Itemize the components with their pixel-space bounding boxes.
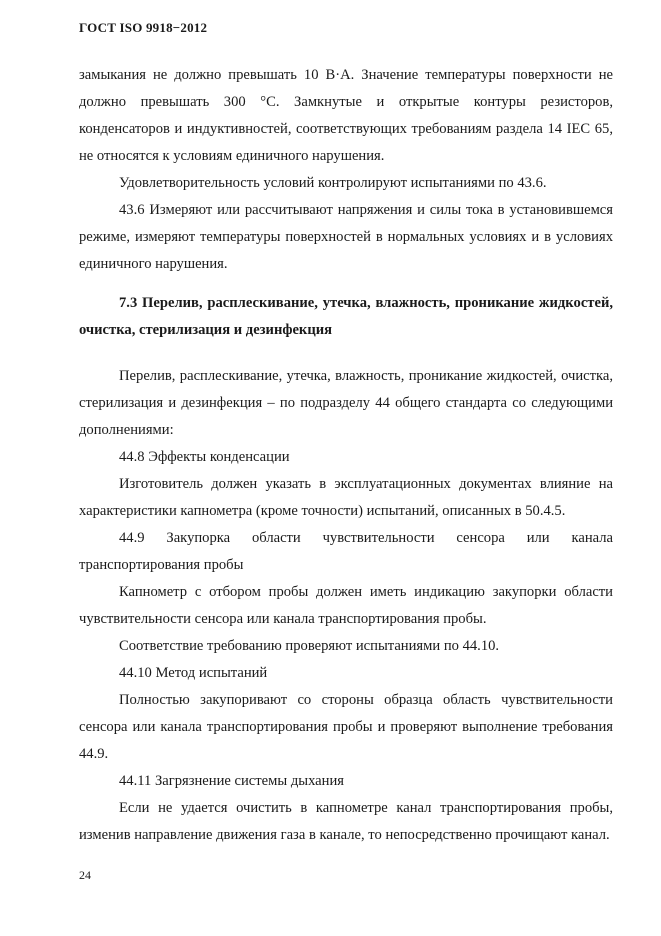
- paragraph-44-9-text: Капнометр с отбором пробы должен иметь индикацию закупорки области чувствительности сенсора или канала транспортирования пробы.: [79, 584, 613, 627]
- paragraph-conditions-check: Удовлетворительность условий контролируют испытаниями по 43.6.: [119, 175, 547, 191]
- paragraph-44-8-text: Изготовитель должен указать в эксплуатационных документах влияние на характеристики капнометра (кроме точности) испытаний, описанных в 50.4.5.: [79, 476, 613, 519]
- section-heading: 7.3 Перелив, расплескивание, утечка, влажность, проникание жидкостей, очистка, стерилизация и дезинфекция: [79, 295, 613, 338]
- paragraph-44-10-text: Полностью закупоривают со стороны образца область чувствительности сенсора или канала транспортирования пробы и проверяют выполнение требования 44.9.: [79, 692, 613, 762]
- clause-44-11: 44.11 Загрязнение системы дыхания: [119, 773, 344, 789]
- page-number: 24: [79, 868, 91, 882]
- document-header: ГОСТ ISO 9918−2012: [79, 20, 208, 35]
- clause-44-9: 44.9 Закупорка области чувствительности сенсора или канала транспортирования пробы: [79, 530, 613, 573]
- text-block-lower: [79, 363, 613, 849]
- paragraph-43-6: 43.6 Измеряют или рассчитывают напряжения и силы тока в установившемся режиме, измеряют температуры поверхностей в нормальных условиях и в условиях единичного нарушения.: [79, 202, 613, 272]
- section-7-3: [79, 290, 613, 344]
- clause-44-10: 44.10 Метод испытаний: [119, 665, 268, 681]
- paragraph-short-circuit: замыкания не должно превышать 10 В·А. Значение температуры поверхности не должно превышать 300 °С. Замкнутые и открытые контуры резисторов, конденсаторов и индуктивностей, соответствующих требованиям раздела 14 IEC 65, не относятся к условиям единичного нарушения.: [79, 67, 613, 164]
- paragraph-overflow-intro: Перелив, расплескивание, утечка, влажность, проникание жидкостей, очистка, стерилизация и дезинфекция – по подразделу 44 общего стандарта со следующими дополнениями:: [79, 368, 613, 438]
- clause-44-8: 44.8 Эффекты конденсации: [119, 449, 290, 465]
- text-block-upper: [79, 62, 613, 278]
- paragraph-44-11-text: Если не удается очистить в капнометре канал транспортирования пробы, изменив направление движения газа в канале, то непосредственно прочищают канал.: [79, 800, 613, 843]
- paragraph-44-9-check: Соответствие требованию проверяют испытаниями по 44.10.: [119, 638, 500, 654]
